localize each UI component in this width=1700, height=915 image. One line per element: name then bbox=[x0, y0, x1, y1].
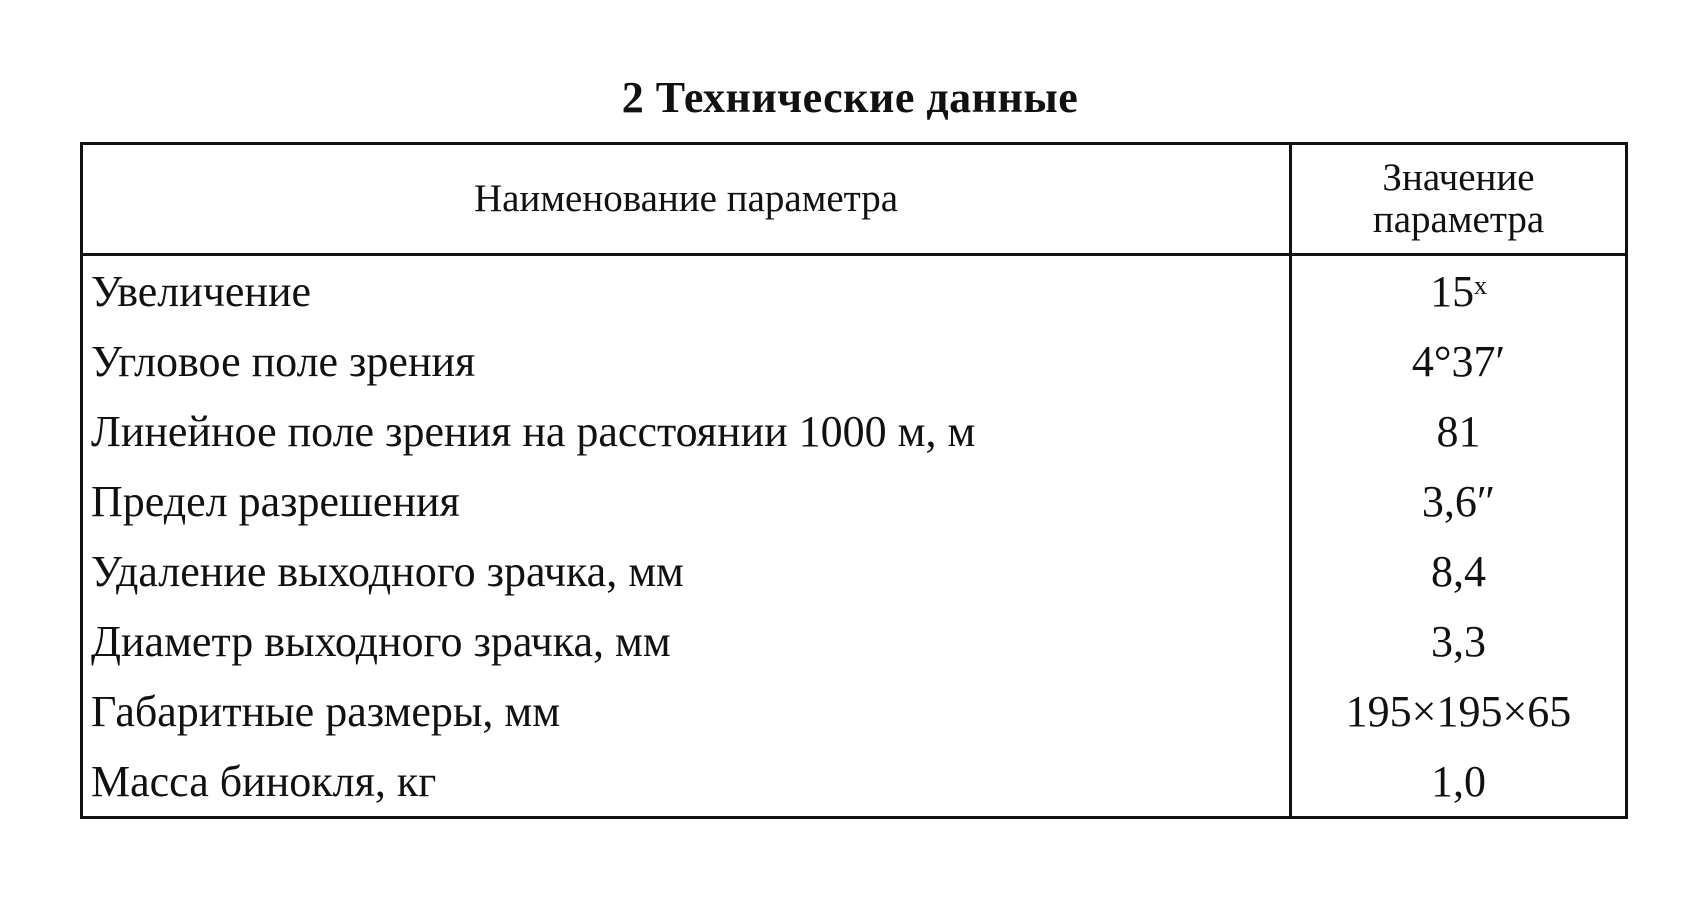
table-row bbox=[82, 466, 1627, 536]
table-row bbox=[82, 255, 1627, 327]
parameter-name: Диаметр выходного зрачка, мм bbox=[82, 606, 1291, 676]
parameter-value: 3,6″ bbox=[1421, 476, 1496, 526]
parameter-name: Габаритные размеры, мм bbox=[82, 676, 1291, 746]
table-row bbox=[82, 396, 1627, 466]
parameter-value: 15ˣ bbox=[1430, 266, 1487, 316]
parameter-name: Удаление выходного зрачка, мм bbox=[82, 536, 1291, 606]
table-row bbox=[82, 676, 1627, 746]
parameter-value: 4°37′ bbox=[1411, 336, 1506, 386]
parameter-name: Масса бинокля, кг bbox=[82, 746, 1291, 818]
parameter-value: 3,3 bbox=[1431, 616, 1486, 666]
table-row bbox=[82, 606, 1627, 676]
section-title: 2 Технические данные bbox=[621, 73, 1079, 122]
parameter-value: 195×195×65 bbox=[1345, 686, 1572, 736]
parameter-value: 81 bbox=[1436, 406, 1481, 456]
column-header-parameter-value bbox=[1291, 144, 1627, 255]
technical-data-table bbox=[80, 142, 1628, 819]
parameter-name: Угловое поле зрения bbox=[82, 326, 1291, 396]
column-header-value-line2: параметра bbox=[1372, 198, 1545, 241]
table-row bbox=[82, 536, 1627, 606]
parameter-name: Увеличение bbox=[82, 255, 1291, 327]
table-row bbox=[82, 746, 1627, 818]
table-row bbox=[82, 326, 1627, 396]
column-header-value-line1: Значение bbox=[1382, 156, 1535, 199]
parameter-name: Линейное поле зрения на расстоянии 1000 м, м bbox=[82, 396, 1291, 466]
parameter-value: 1,0 bbox=[1431, 756, 1486, 806]
table-header-row bbox=[82, 144, 1627, 255]
parameter-name: Предел разрешения bbox=[82, 466, 1291, 536]
column-header-parameter-name: Наименование параметра bbox=[82, 144, 1291, 255]
parameter-value: 8,4 bbox=[1431, 546, 1486, 596]
